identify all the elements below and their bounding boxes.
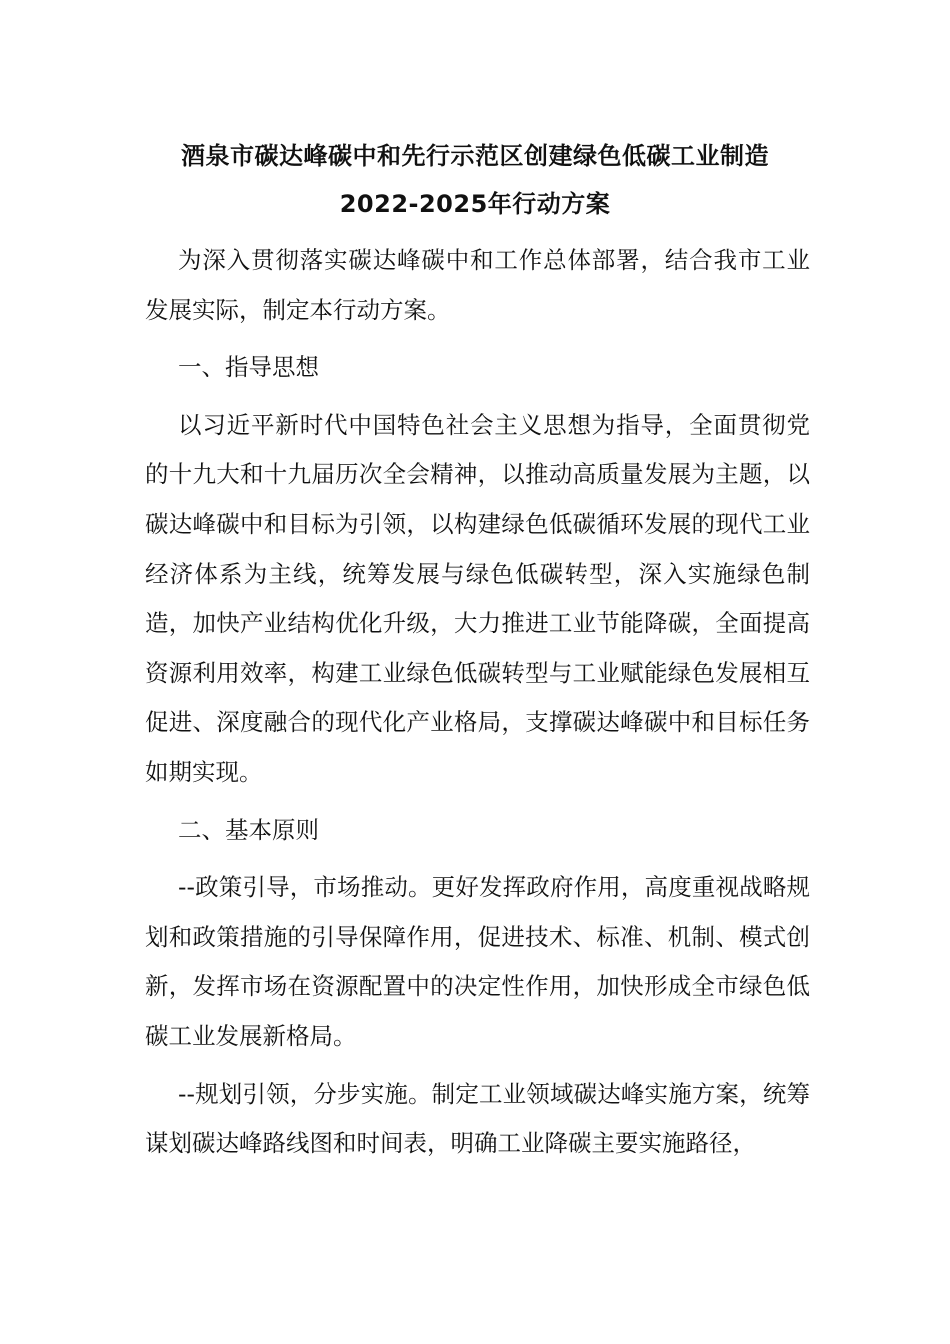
principle-planning-guidance: --规划引领，分步实施。制定工业领域碳达峰实施方案，统筹谋划碳达峰路线图和时间表，明确工业降碳主要实施路径， bbox=[145, 1079, 810, 1158]
intro-paragraph: 为深入贯彻落实碳达峰碳中和工作总体部署，结合我市工业发展实际，制定本行动方案。 bbox=[145, 246, 810, 324]
principle-policy-guidance: --政策引导，市场推动。更好发挥政府作用，高度重视战略规划和政策措施的引导保障作用，促进技术、标准、机制、模式创新，发挥市场在资源配置中的决定性作用，加快形成全市绿色低碳工业发展新格局。 bbox=[145, 873, 810, 1050]
section-heading-basic-principles: 二、基本原则 bbox=[178, 815, 319, 844]
document-title-line1: 酒泉市碳达峰碳中和先行示范区创建绿色低碳工业制造 bbox=[181, 142, 769, 170]
section-heading-guiding-ideology: 一、指导思想 bbox=[178, 353, 319, 382]
guiding-ideology-paragraph: 以习近平新时代中国特色社会主义思想为指导，全面贯彻党的十九大和十九届历次全会精神，以推动高质量发展为主题，以碳达峰碳中和目标为引领，以构建绿色低碳循环发展的现代工业经济体系为主线，统筹发展与绿色低碳转型，深入实施绿色制造，加快产业结构优化升级，大力推进工业节能降碳，全面提高资源利用效率，构建工业绿色低碳转型与工业赋能绿色发展相互促进、深度融合的现代化产业格局，支撑碳达峰碳中和目标任务如期实现。 bbox=[145, 410, 810, 786]
document-title-line2: 2022-2025年行动方案 bbox=[339, 190, 611, 218]
document-body bbox=[145, 236, 810, 1169]
